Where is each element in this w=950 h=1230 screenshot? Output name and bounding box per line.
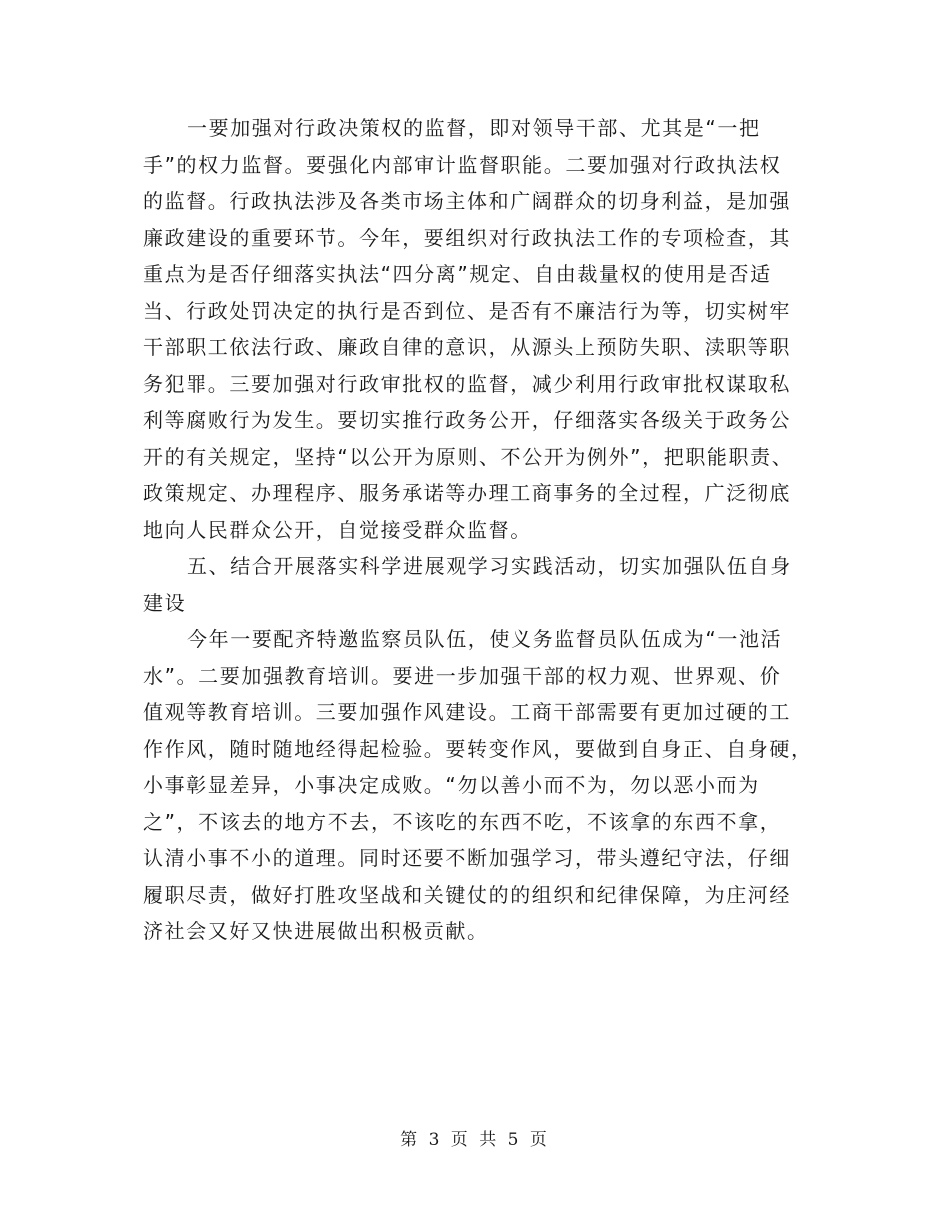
paragraph-line: 之”，不该去的地方不去，不该吃的东西不吃，不该拿的东西不拿， (143, 809, 782, 834)
paragraph-line: 履职尽责，做好打胜攻坚战和关键仗的的组织和纪律保障，为庄河经 (143, 882, 791, 907)
paragraph-line: 当、行政处罚决定的执行是否到位、是否有不廉洁行为等，切实树牢 (143, 298, 791, 323)
section-heading: 五、结合开展落实科学进展观学习实践活动，切实加强队伍自身 (187, 554, 792, 578)
paragraph-line: 水”。二要加强教育培训。要进一步加强干部的权力观、世界观、价 (143, 663, 782, 688)
paragraph-line: 开的有关规定，坚持“以公开为原则、不公开为例外”，把职能职责、 (143, 444, 794, 469)
paragraph-line: 手”的权力监督。要强化内部审计监督职能。二要加强对行政执法权 (143, 152, 782, 177)
document-body (143, 110, 813, 950)
paragraph-line: 今年一要配齐特邀监察员队伍，使义务监督员队伍成为“一池活 (187, 627, 783, 651)
paragraph-line: 重点为是否仔细落实执法“四分离”规定、自由裁量权的使用是否适 (143, 262, 772, 286)
paragraph-line: 一要加强对行政决策权的监督，即对领导干部、尤其是“一把 (187, 116, 761, 140)
paragraph-line: 利等腐败行为发生。要切实推行政务公开，仔细落实各级关于政务公 (143, 408, 791, 432)
page-number: 第 3 页 共 5 页 (400, 1130, 550, 1150)
paragraph-line: 政策规定、办理程序、服务承诺等办理工商事务的全过程，广泛彻底 (143, 481, 791, 505)
paragraph-line: 干部职工依法行政、廉政自律的意识，从源头上预防失职、渎职等职 (143, 335, 791, 359)
paragraph-line: 济社会又好又快进展做出积极贡献。 (143, 919, 489, 943)
paragraph-line: 作作风，随时随地经得起检验。要转变作风，要做到自身正、自身硬， (143, 736, 813, 761)
paragraph-line: 的监督。行政执法涉及各类市场主体和广阔群众的切身利益，是加强 (143, 189, 791, 213)
paragraph-line: 小事彰显差异，小事决定成败。“勿以善小而不为，勿以恶小而为 (143, 773, 760, 797)
section-heading: 建设 (143, 590, 187, 615)
paragraph-line: 认清小事不小的道理。同时还要不断加强学习，带头遵纪守法，仔细 (143, 846, 791, 870)
paragraph-line: 地向人民群众公开，自觉接受群众监督。 (143, 517, 532, 542)
paragraph-line: 廉政建设的重要环节。今年，要组织对行政执法工作的专项检查，其 (143, 225, 791, 250)
paragraph-line: 务犯罪。三要加强对行政审批权的监督，减少利用行政审批权谋取私 (143, 371, 791, 396)
paragraph-line: 值观等教育培训。三要加强作风建设。工商干部需要有更加过硬的工 (143, 700, 791, 724)
